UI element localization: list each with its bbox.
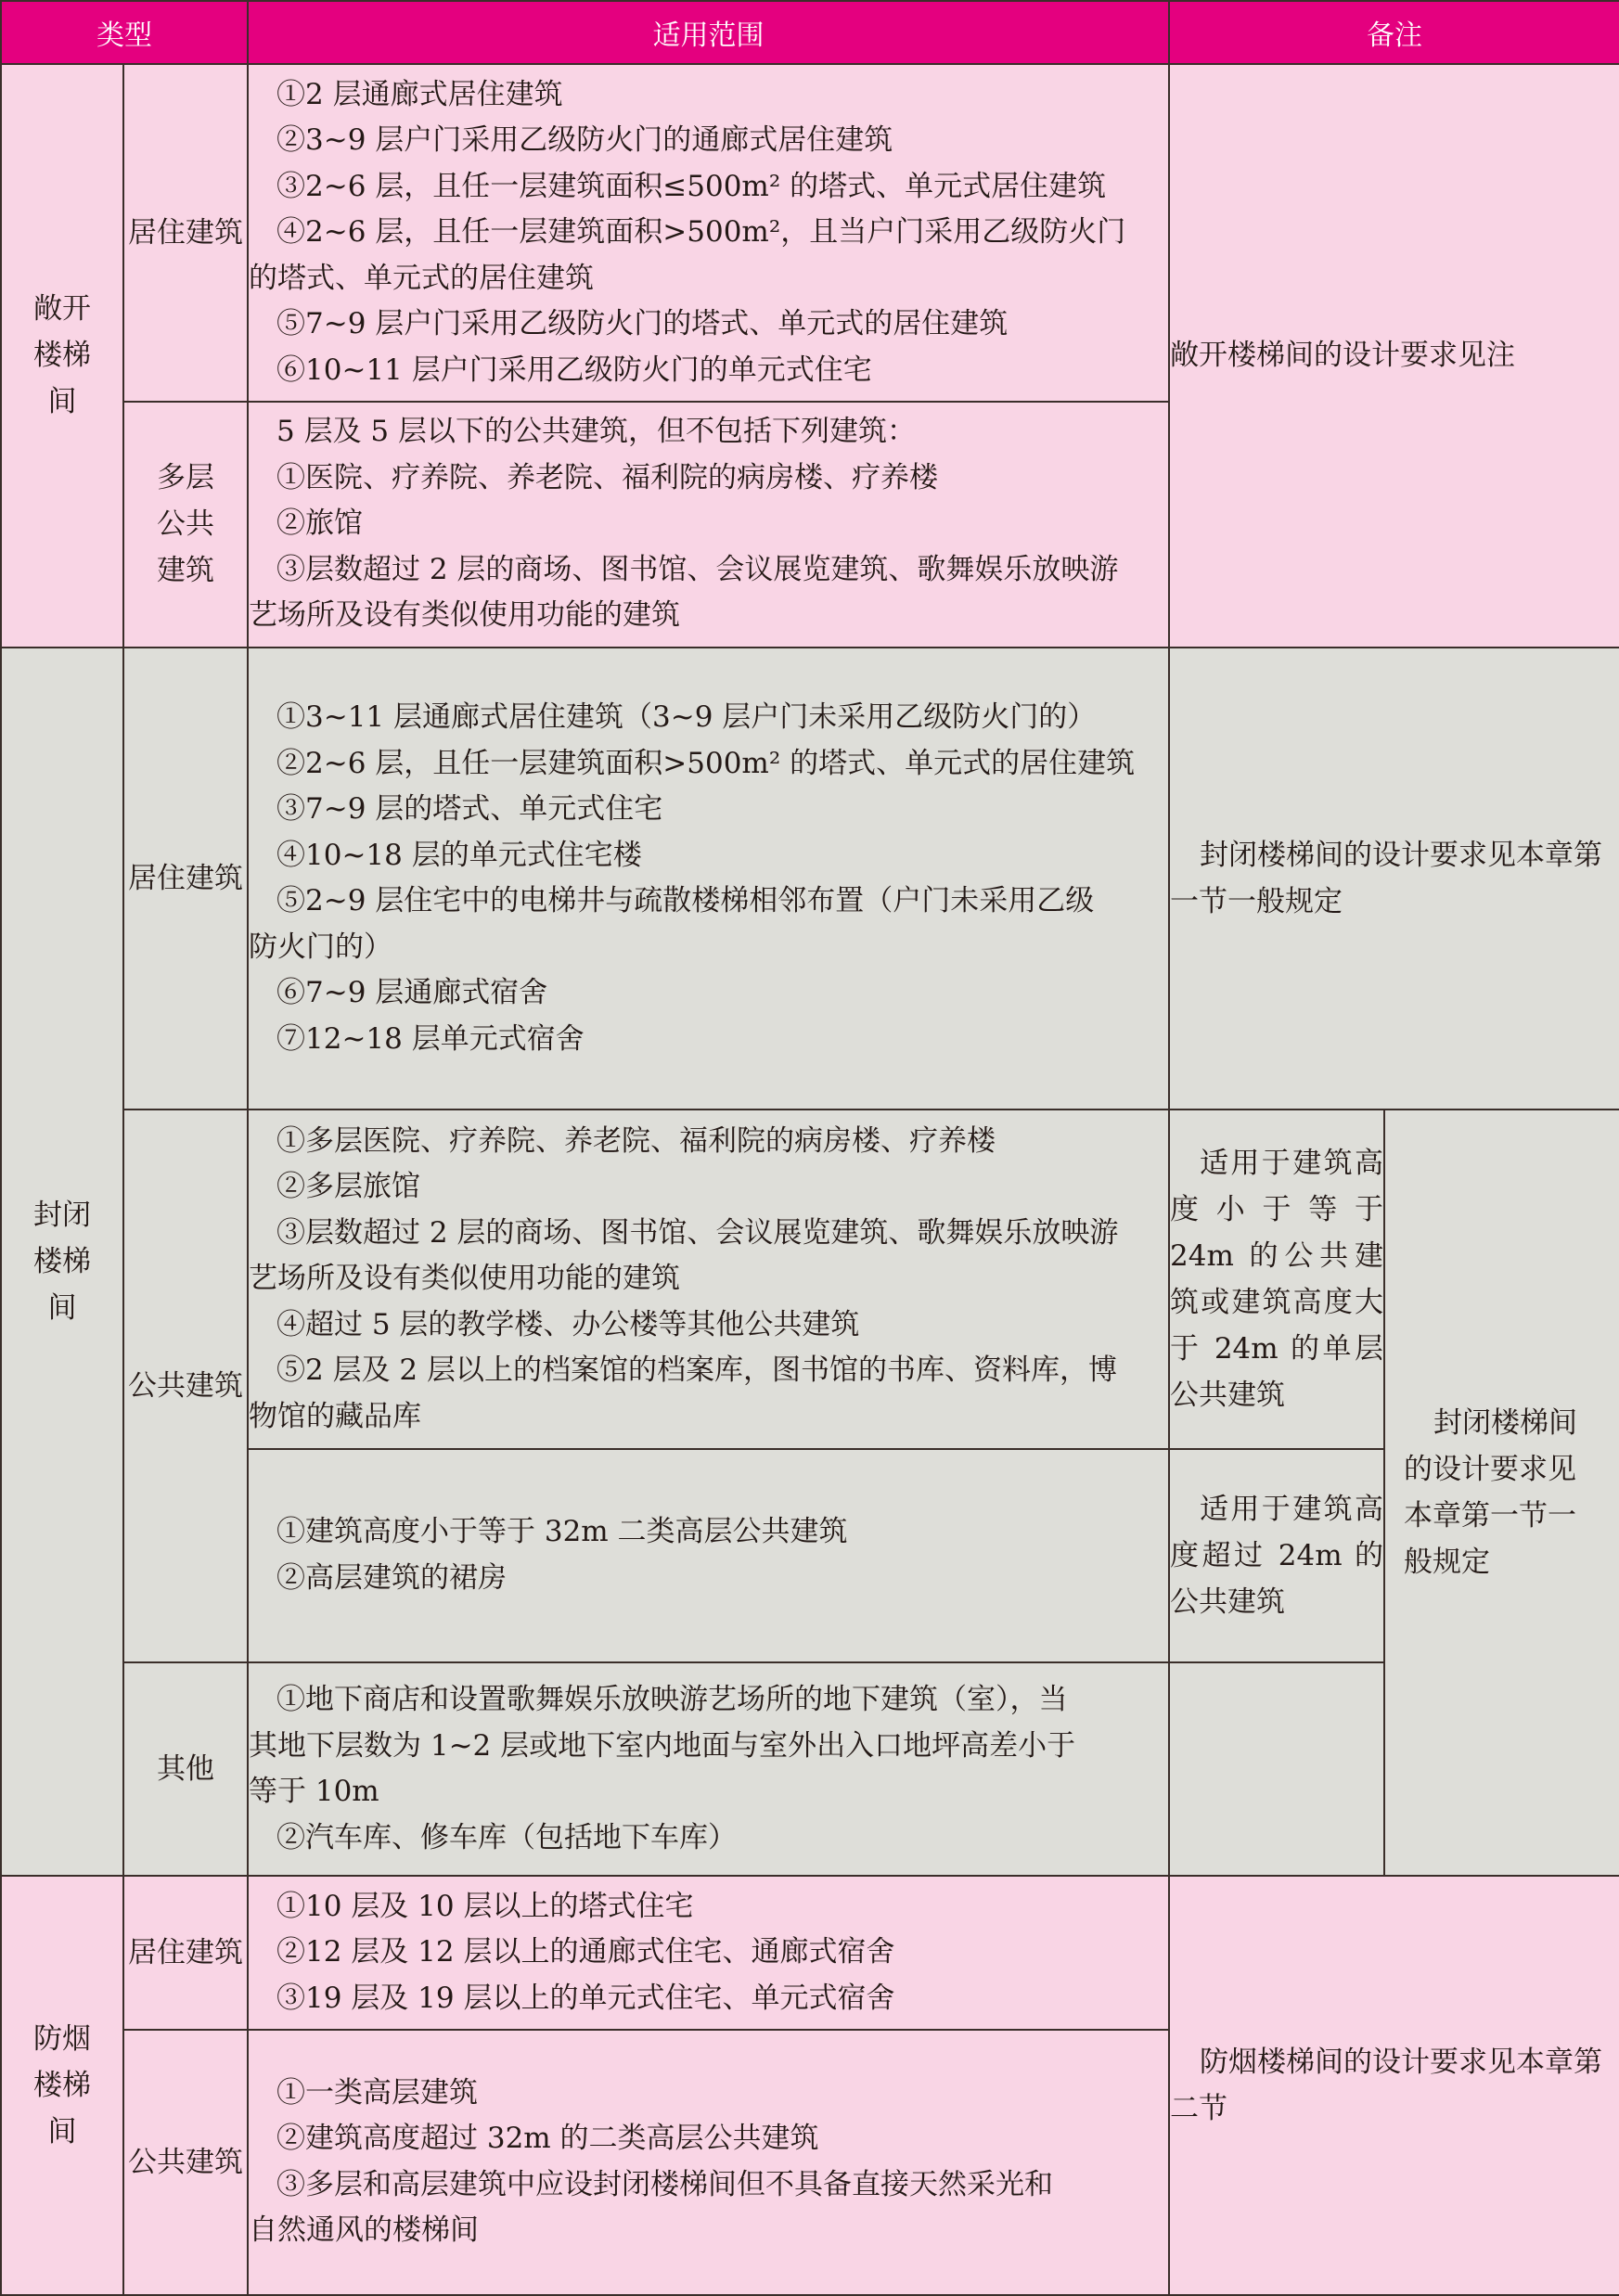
note-closed-residential (1169, 648, 1619, 1110)
scope-line: ②2~6 层，且任一层建筑面积>500m² 的塔式、单元式的居住建筑 (276, 746, 1136, 780)
scope-line: ③层数超过 2 层的商场、图书馆、会议展览建筑、歌舞娱乐放映游 (276, 552, 1119, 586)
scope-line: ②旅馆 (276, 507, 363, 541)
scope-closed-public-high (248, 1449, 1169, 1662)
scope-smoke-residential (248, 1876, 1169, 2029)
scope-line: ③2~6 层，且任一层建筑面积≤500m² 的塔式、单元式居住建筑 (276, 169, 1107, 203)
scope-line: ③多层和高层建筑中应设封闭楼梯间但不具备直接天然采光和 (276, 2167, 1053, 2201)
category-closed-label: 封闭楼梯间 (33, 1199, 91, 1326)
scope-line: 艺场所及设有类似使用功能的建筑 (249, 598, 680, 633)
scope-line: ②汽车库、修车库（包括地下车库） (276, 1820, 737, 1854)
scope-line: ⑥7~9 层通廊式宿舍 (276, 976, 548, 1010)
scope-line: ①医院、疗养院、养老院、福利院的病房楼、疗养楼 (276, 460, 938, 494)
scope-line: 其地下层数为 1~2 层或地下室内地面与室外出入口地坪高差小于 (249, 1728, 1076, 1763)
note-closed-residential-text: 封闭楼梯间的设计要求见本章第一节一般规定 (1170, 839, 1602, 919)
scope-line: ②高层建筑的裙房 (276, 1560, 507, 1595)
scope-line: ①10 层及 10 层以上的塔式住宅 (276, 1889, 694, 1923)
note-closed-other-empty (1169, 1662, 1384, 1876)
scope-closed-other (248, 1662, 1169, 1876)
scope-line: ③19 层及 19 层以上的单元式住宅、单元式宿舍 (276, 1981, 895, 2015)
sub-closed-public (123, 1110, 248, 1662)
sub-closed-public-label: 公共建筑 (128, 1369, 243, 1404)
scope-line: 防火门的） (249, 930, 392, 964)
scope-line: ⑤2~9 层住宅中的电梯井与疏散楼梯相邻布置（户门未采用乙级 (276, 884, 1095, 918)
scope-line: ③7~9 层的塔式、单元式住宅 (276, 792, 663, 827)
sub-smoke-residential (123, 1876, 248, 2029)
sub-open-residential (123, 64, 248, 401)
scope-line: ⑥10~11 层户门采用乙级防火门的单元式住宅 (276, 353, 872, 387)
scope-line: 艺场所及设有类似使用功能的建筑 (249, 1262, 680, 1296)
scope-line: 5 层及 5 层以下的公共建筑，但不包括下列建筑： (276, 415, 917, 449)
header-type: 类型 (1, 1, 248, 64)
note-smoke-text: 防烟楼梯间的设计要求见本章第二节 (1170, 2046, 1602, 2126)
sub-closed-residential (123, 648, 248, 1110)
sub-closed-residential-label: 居住建筑 (128, 862, 243, 896)
category-smoke-label: 防烟楼梯间 (33, 2022, 91, 2149)
scope-line: ②3~9 层户门采用乙级防火门的通廊式居住建筑 (276, 123, 893, 158)
note-closed-shared (1384, 1110, 1619, 1876)
sub-smoke-public (123, 2030, 248, 2295)
scope-line: ①2 层通廊式居住建筑 (276, 77, 563, 111)
note-closed-public-multi (1169, 1110, 1384, 1448)
scope-line: ④10~18 层的单元式住宅楼 (276, 838, 642, 872)
scope-line: 物馆的藏品库 (249, 1399, 421, 1433)
scope-line: ⑤7~9 层户门采用乙级防火门的塔式、单元式的居住建筑 (276, 307, 1009, 341)
category-closed-stair (1, 648, 123, 1877)
scope-smoke-public (248, 2030, 1169, 2295)
sub-closed-other (123, 1662, 248, 1876)
scope-line: ④超过 5 层的教学楼、办公楼等其他公共建筑 (276, 1307, 860, 1341)
scope-line: 的塔式、单元式的居住建筑 (249, 261, 594, 295)
category-open-stair (1, 64, 123, 648)
category-open-label: 敞开楼梯间 (33, 292, 91, 419)
scope-closed-public-multi (248, 1110, 1169, 1448)
header-scope: 适用范围 (248, 1, 1169, 64)
note-closed-public-high (1169, 1449, 1384, 1662)
scope-line: 自然通风的楼梯间 (249, 2213, 479, 2248)
scope-line: ④2~6 层，且任一层建筑面积>500m²，且当户门采用乙级防火门 (276, 215, 1126, 250)
sub-open-public (123, 402, 248, 648)
scope-line: ①地下商店和设置歌舞娱乐放映游艺场所的地下建筑（室），当 (276, 1683, 1068, 1717)
scope-line: ①多层医院、疗养院、养老院、福利院的病房楼、疗养楼 (276, 1123, 996, 1158)
category-smoke-stair (1, 1876, 123, 2295)
sub-closed-other-label: 其他 (157, 1752, 214, 1787)
scope-line: ①一类高层建筑 (276, 2075, 478, 2110)
sub-smoke-residential-label: 居住建筑 (128, 1935, 243, 1969)
note-closed-public-high-text: 适用于建筑高度超过 24m 的公共建筑 (1170, 1492, 1383, 1619)
note-open-stair: 敞开楼梯间的设计要求见注 (1169, 64, 1619, 648)
scope-line: 等于 10m (249, 1775, 379, 1809)
scope-line: ①建筑高度小于等于 32m 二类高层公共建筑 (276, 1515, 848, 1549)
note-closed-public-multi-text: 适用于建筑高度小于等于 24m 的公共建筑或建筑高度大于 24m 的单层公共建筑 (1170, 1147, 1383, 1413)
sub-open-residential-label: 居住建筑 (128, 215, 243, 250)
scope-line: ①3~11 层通廊式居住建筑（3~9 层户门未采用乙级防火门的） (276, 700, 1097, 735)
note-smoke-stair (1169, 1876, 1619, 2295)
scope-line: ②12 层及 12 层以上的通廊式住宅、通廊式宿舍 (276, 1935, 895, 1969)
scope-open-residential (248, 64, 1169, 401)
scope-line: ⑦12~18 层单元式宿舍 (276, 1021, 585, 1056)
scope-closed-residential (248, 648, 1169, 1110)
scope-line: ②多层旅馆 (276, 1170, 420, 1204)
sub-smoke-public-label: 公共建筑 (128, 2145, 243, 2179)
scope-line: ②建筑高度超过 32m 的二类高层公共建筑 (276, 2122, 819, 2156)
scope-line: ③层数超过 2 层的商场、图书馆、会议展览建筑、歌舞娱乐放映游 (276, 1215, 1119, 1250)
sub-open-public-label: 多层公共建筑 (157, 461, 214, 588)
scope-line: ⑤2 层及 2 层以上的档案馆的档案库，图书馆的书库、资料库，博 (276, 1353, 1118, 1388)
note-closed-shared-text: 封闭楼梯间的设计要求见本章第一节一般规定 (1404, 1406, 1577, 1580)
scope-open-public (248, 402, 1169, 648)
header-note: 备注 (1169, 1, 1619, 64)
